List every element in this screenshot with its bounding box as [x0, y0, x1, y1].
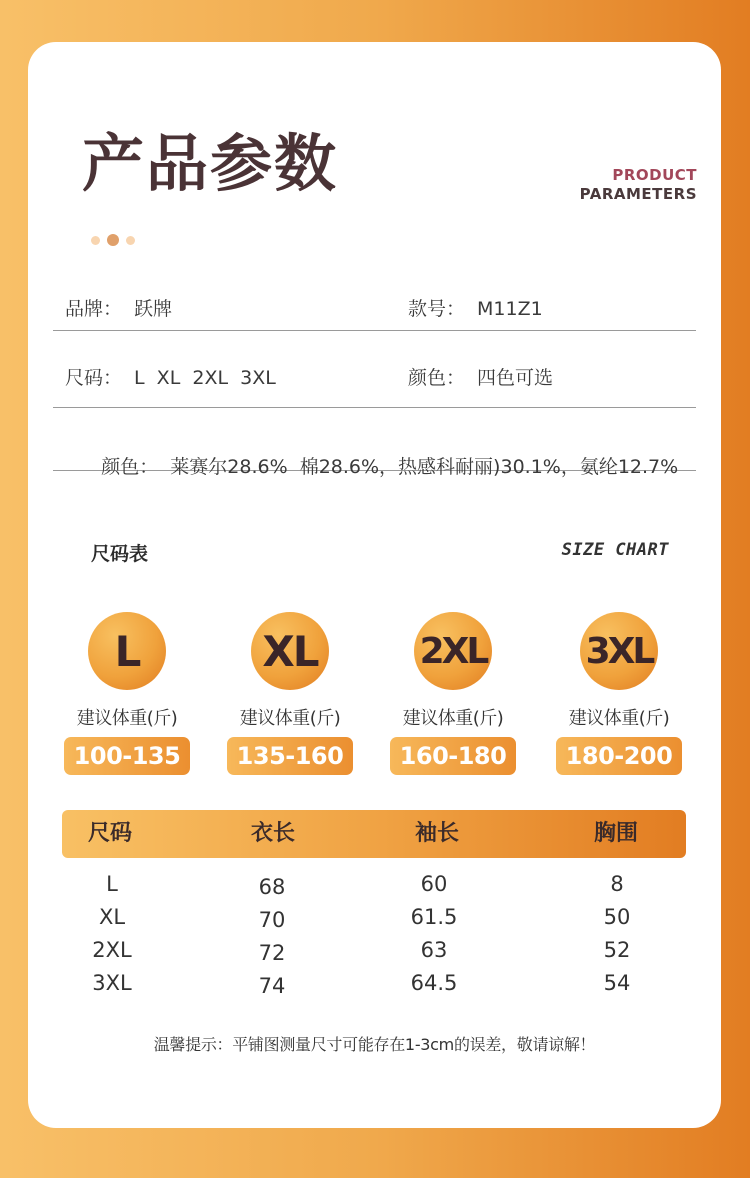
column-header-chest: 胸围 [594, 821, 639, 846]
table-header [62, 810, 686, 858]
weight-label: 建议体重(斤) [239, 708, 341, 729]
table-cell: 60 [420, 872, 448, 896]
table-cell: 72 [258, 941, 286, 965]
size-label: 尺码： [65, 367, 123, 389]
size-value: L XL 2XL 3XL [134, 367, 276, 389]
table-cell: 63 [420, 938, 448, 962]
color-cell [408, 363, 553, 390]
table-cell: 64.5 [410, 971, 458, 995]
table-row [62, 971, 686, 1004]
table-cell: L [106, 872, 118, 896]
english-title-line2: PARAMETERS [579, 185, 697, 203]
english-title-line1: PRODUCT [612, 166, 697, 184]
material-value: 莱赛尔28.6% 棉28.6%，热感科耐丽)30.1%，氨纶12.7% [170, 456, 679, 478]
size-card-xl [225, 612, 355, 778]
size-badge: 2XL [414, 612, 492, 690]
table-cell: 2XL [92, 938, 132, 962]
size-chart-title-en: SIZE CHART [561, 540, 669, 560]
column-header-length: 衣长 [251, 821, 296, 846]
parameters-card [28, 42, 721, 1128]
table-cell: 52 [603, 938, 631, 962]
color-value: 四色可选 [477, 367, 554, 389]
material-cell [65, 430, 678, 501]
size-badge: XL [251, 612, 329, 690]
table-row [62, 938, 686, 971]
size-card-3xl [554, 612, 684, 778]
table-row [62, 872, 686, 905]
weight-label: 建议体重(斤) [76, 708, 178, 729]
brand-label: 品牌： [65, 298, 123, 320]
weight-range: 135-160 [227, 737, 353, 775]
table-row [62, 905, 686, 938]
size-card-2xl [388, 612, 518, 778]
weight-range: 160-180 [390, 737, 516, 775]
model-label: 款号： [408, 298, 466, 320]
table-cell: 68 [258, 875, 286, 899]
size-badge: 3XL [580, 612, 658, 690]
info-row-size [53, 343, 696, 408]
weight-label: 建议体重(斤) [568, 708, 670, 729]
table-cell: 61.5 [410, 905, 458, 929]
table-cell: 8 [610, 872, 624, 896]
table-cell: 3XL [92, 971, 132, 995]
table-cell: 50 [603, 905, 631, 929]
brand-value: 跃牌 [134, 298, 173, 320]
dot-icon [126, 236, 135, 245]
table-cell: 74 [258, 974, 286, 998]
weight-label: 建议体重(斤) [402, 708, 504, 729]
weight-range: 180-200 [556, 737, 682, 775]
brand-cell [65, 294, 172, 321]
color-label: 颜色： [408, 367, 466, 389]
english-title [580, 166, 697, 203]
size-chart-title: 尺码表 [91, 543, 149, 565]
size-card-l [62, 612, 192, 778]
size-cell [65, 363, 276, 390]
info-row-material [53, 406, 696, 478]
size-badge: L [88, 612, 166, 690]
table-cell: XL [98, 905, 126, 929]
column-header-sleeve: 袖长 [415, 821, 460, 846]
material-label: 颜色： [101, 456, 159, 478]
model-value: M11Z1 [477, 298, 543, 320]
model-cell [408, 294, 543, 321]
table-cell: 70 [258, 908, 286, 932]
dot-icon [107, 234, 119, 246]
weight-range: 100-135 [64, 737, 190, 775]
info-row-brand [53, 266, 696, 331]
measurement-note: 温馨提示：平铺图测量尺寸可能存在1-3cm的误差，敬请谅解！ [153, 1035, 596, 1054]
page-title: 产品参数 [82, 127, 339, 200]
dot-icon [91, 236, 100, 245]
column-header-size: 尺码 [88, 821, 133, 846]
table-cell: 54 [603, 971, 631, 995]
